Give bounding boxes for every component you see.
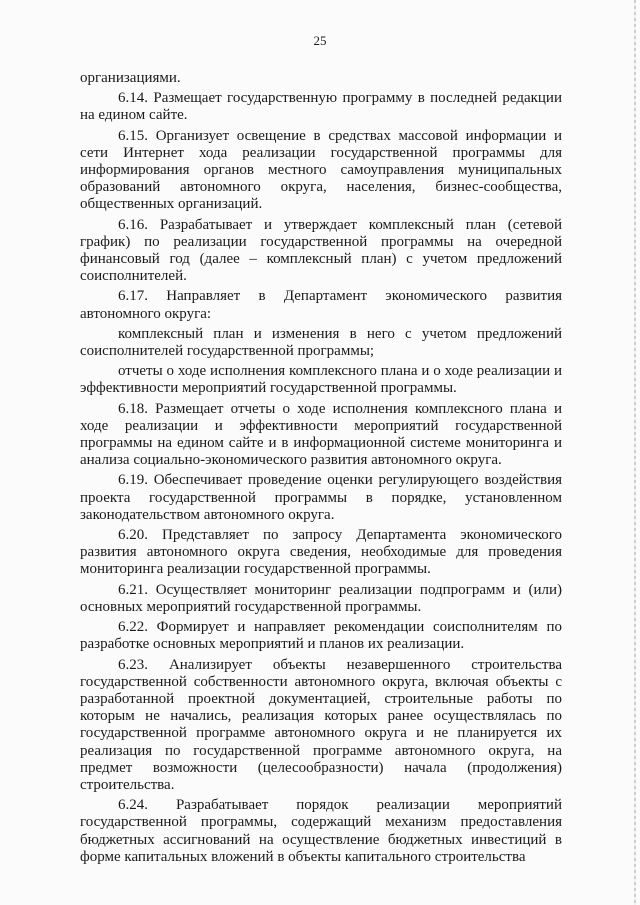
paragraph-6-18: 6.18. Размещает отчеты о ходе исполнения комплексного плана и ходе реализации и эффективности мероприятий государственной программы на едином сайте и в информационной системе мониторинга и анализа социально-экономического развития автономного округа.	[80, 400, 562, 469]
paragraph-6-17-item-2: отчеты о ходе исполнения комплексного плана и о ходе реализации и эффективности мероприятий государственной программы.	[80, 363, 562, 397]
paragraph-6-17-item-1: комплексный план и изменения в него с учетом предложений соисполнителей государственной программы;	[80, 325, 562, 360]
paragraph-6-14: 6.14. Размещает государственную программу в последней редакции на едином сайте.	[80, 90, 562, 124]
paragraph-6-21: 6.21. Осуществляет мониторинг реализации подпрограмм и (или) основных мероприятий государственной программы.	[80, 581, 562, 615]
paragraph-6-23: 6.23. Анализирует объекты незавершенного строительства государственной собственности автономного округа, включая объекты с разработанной проектной документацией, строительные работы по которым не начались, реализация которых ранее осуществлялась по государственной программе автономного округа и не планируется их реализация по государственной программе автономного округа, на предмет возможности (целесообразности) начала (продолжения) строительства.	[80, 656, 562, 793]
paragraph-6-22: 6.22. Формирует и направляет рекомендации соисполнителям по разработке основных мероприятий и планов их реализации.	[80, 619, 562, 653]
page-number: 25	[313, 33, 327, 48]
paragraph-6-15: 6.15. Организует освещение в средствах массовой информации и сети Интернет хода реализации государственной программы для информирования органов местного самоуправления муниципальных образований автономного округа, населения, бизнес-сообщества, общественных организаций.	[80, 127, 562, 213]
scan-edge	[634, 0, 636, 905]
paragraph-6-16: 6.16. Разрабатывает и утверждает комплексный план (сетевой график) по реализации государственной программы на очередной финансовый год (далее – комплексный план) с учетом предложений соисполнителей.	[80, 216, 562, 285]
paragraph-6-24: 6.24. Разрабатывает порядок реализации мероприятий государственной программы, содержащий механизм предоставления бюджетных ассигнований на осуществление бюджетных инвестиций в форме капитальных вложений в объекты капитального строительства	[80, 797, 562, 865]
paragraph-6-20: 6.20. Представляет по запросу Департамента экономического развития автономного округа сведения, необходимые для проведения мониторинга реализации государственной программы.	[80, 527, 562, 578]
paragraph-6-19: 6.19. Обеспечивает проведение оценки регулирующего воздействия проекта государственной программы в порядке, установленном законодательством автономного округа.	[80, 472, 562, 523]
document-body	[80, 70, 562, 869]
paragraph-continuation: организациями.	[80, 70, 181, 86]
paragraph-6-17: 6.17. Направляет в Департамент экономического развития автономного округа:	[80, 288, 562, 322]
